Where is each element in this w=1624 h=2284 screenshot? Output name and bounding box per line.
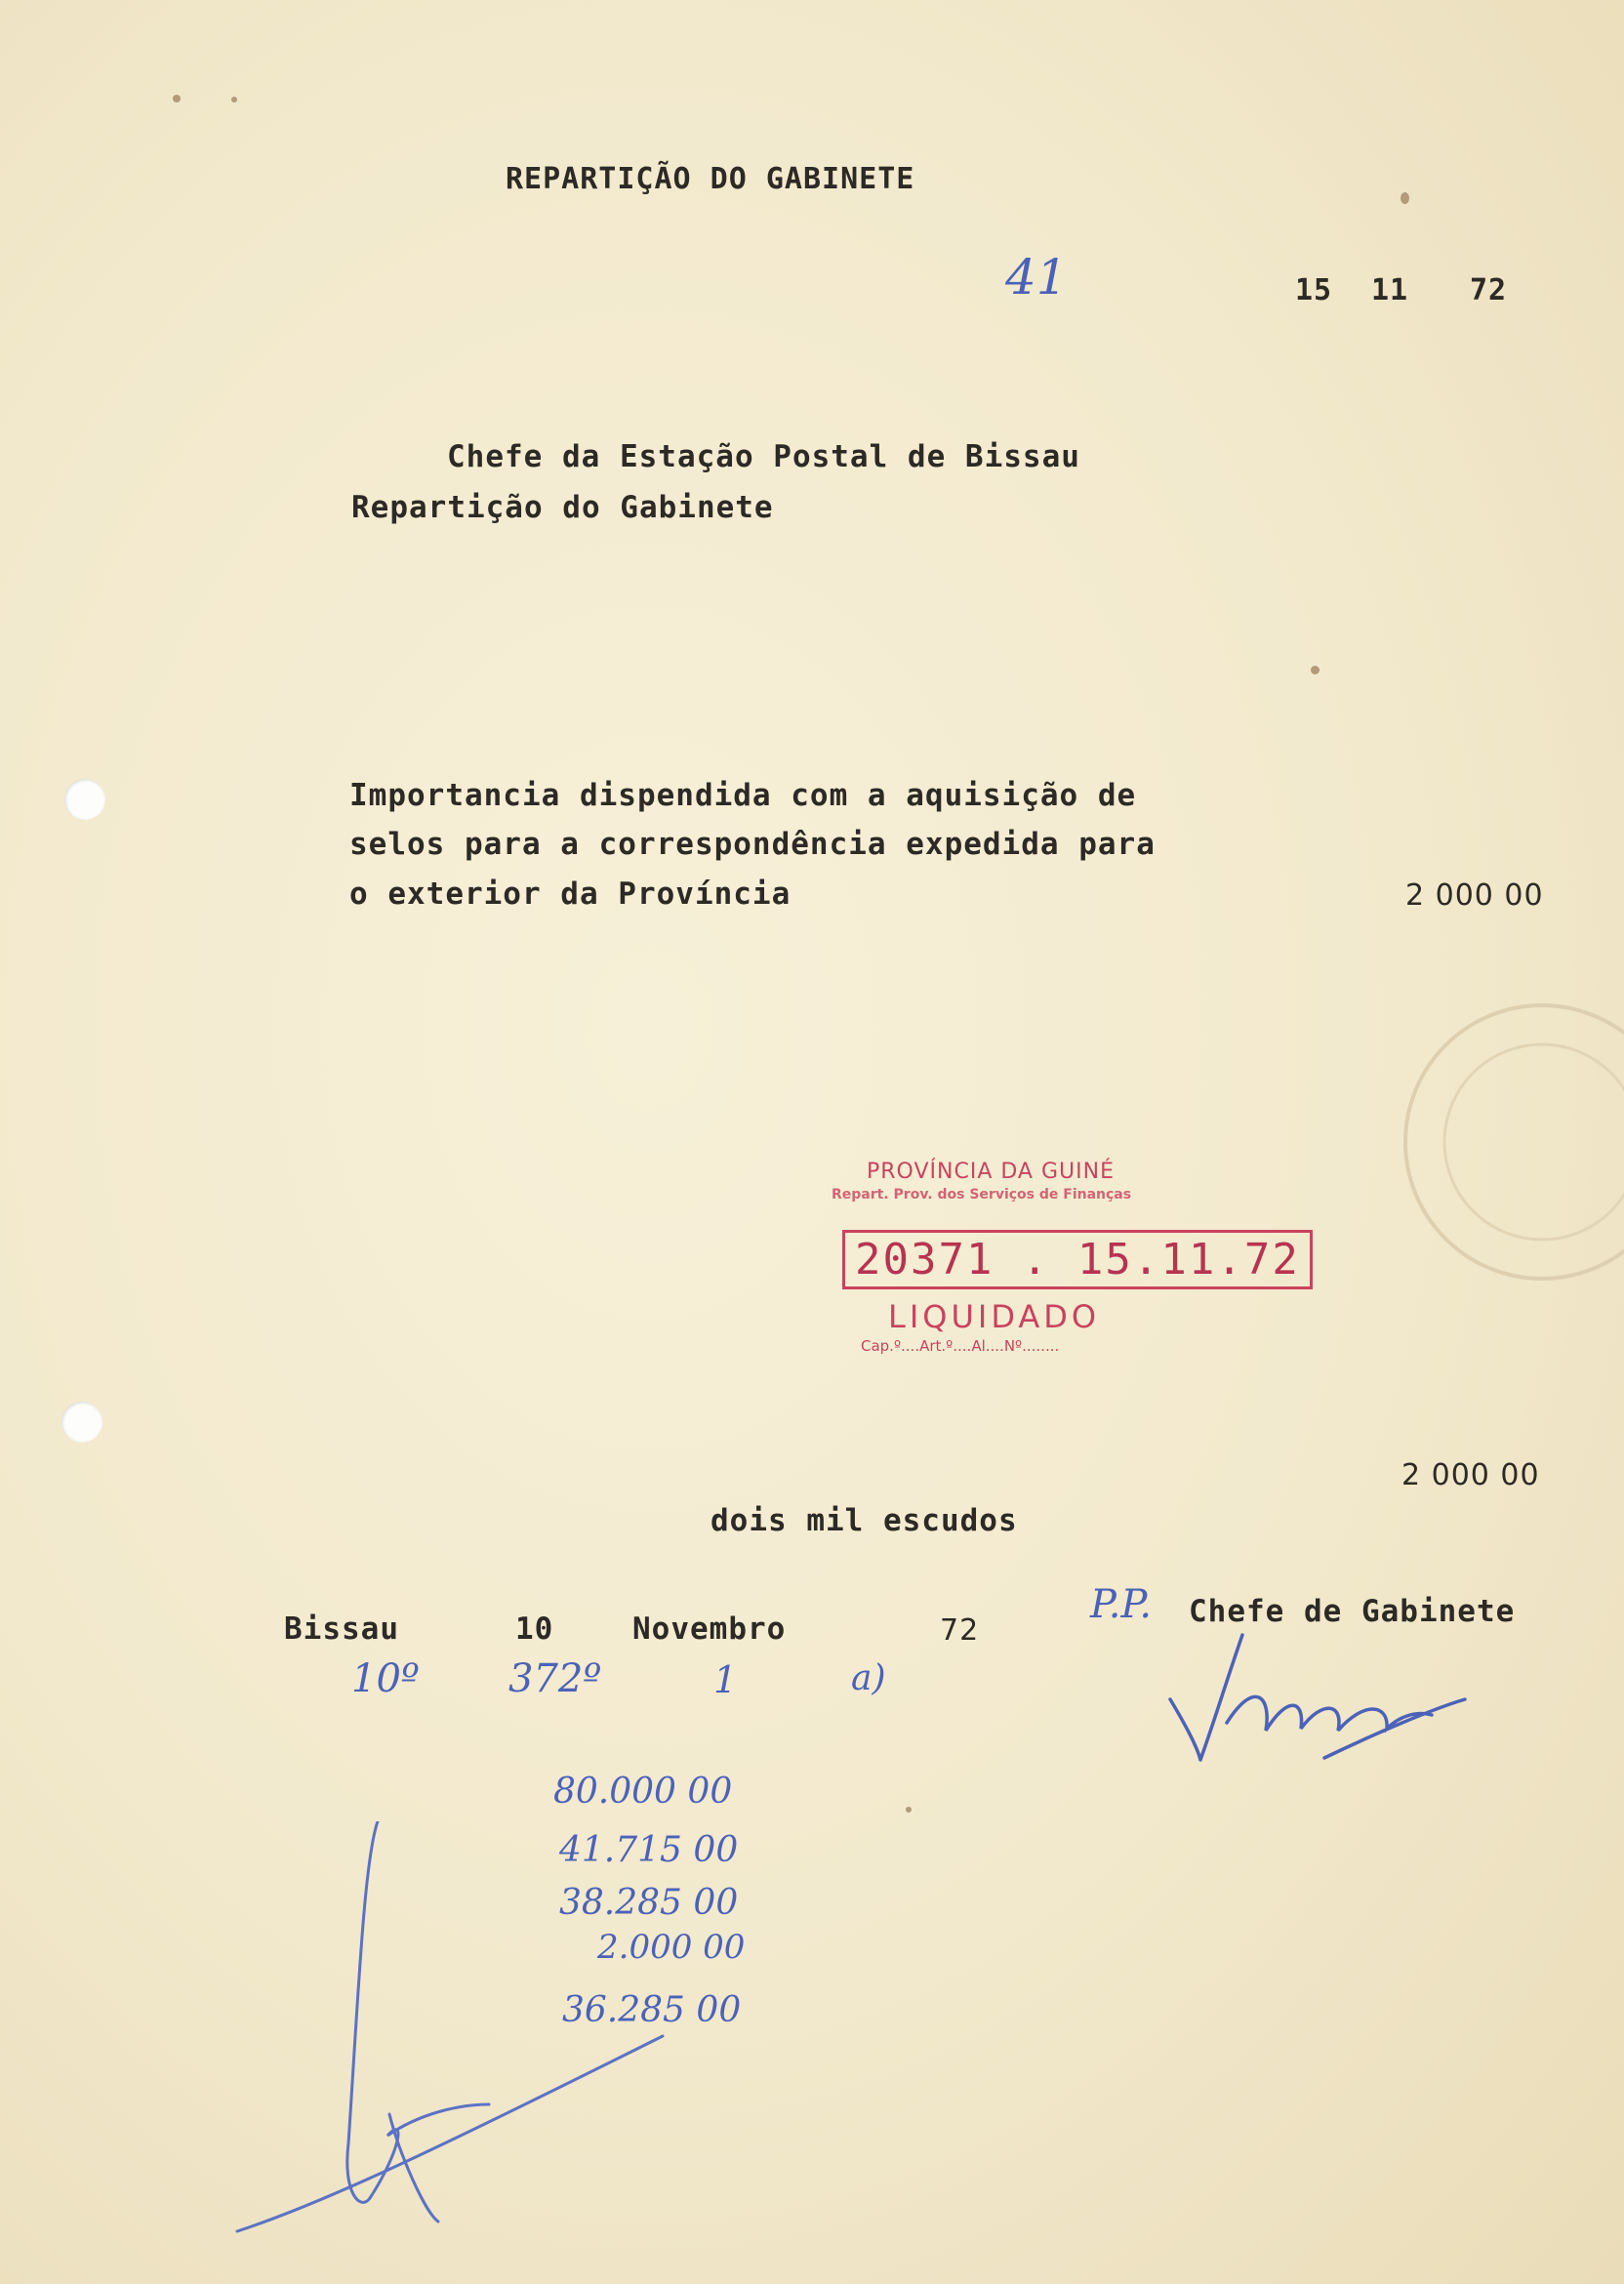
handwritten-ref-3: 1	[713, 1658, 738, 1701]
calc-line-5: 36.285 00	[562, 1990, 742, 2030]
calc-line-3: 38.285 00	[559, 1883, 739, 1923]
office-heading: REPARTIÇÃO DO GABINETE	[506, 162, 915, 196]
handwritten-ref-1: 10º	[351, 1656, 420, 1701]
signoff-title: Chefe de Gabinete	[1189, 1594, 1516, 1629]
paper-speck	[231, 97, 237, 102]
embossed-seal	[1396, 966, 1624, 1318]
addressee-line-1: Chefe da Estação Postal de Bissau	[447, 439, 1080, 474]
signoff-year: 72	[940, 1613, 980, 1648]
punch-hole-top	[64, 779, 105, 820]
paper-speck	[906, 1807, 912, 1813]
date-year: 72	[1470, 273, 1508, 307]
description-line-3: o exterior da Província	[349, 877, 792, 912]
description-amount: 2 000 00	[1405, 878, 1544, 913]
paper-speck	[1311, 666, 1320, 674]
amount-in-words: dois mil escudos	[710, 1503, 1018, 1538]
handwritten-ref-2: 372º	[508, 1656, 602, 1701]
stamp-number-box: 20371 . 15.11.72	[842, 1230, 1313, 1289]
bottom-signature	[233, 1821, 670, 2245]
stamp-footer: Cap.º....Art.º....Al....Nº........	[861, 1337, 1060, 1355]
calc-line-4: 2.000 00	[597, 1928, 746, 1967]
handwritten-pp: P.P.	[1090, 1582, 1153, 1627]
chefe-signature	[1158, 1621, 1479, 1768]
handwritten-ref-4: a)	[851, 1658, 886, 1698]
total-amount: 2 000 00	[1401, 1458, 1540, 1492]
punch-hole-bottom	[61, 1402, 102, 1443]
date-month: 11	[1371, 273, 1409, 307]
date-day: 15	[1295, 273, 1333, 307]
calc-line-2: 41.715 00	[559, 1830, 739, 1870]
signoff-place: Bissau	[284, 1611, 399, 1647]
description-line-2: selos para a correspondência expedida para	[349, 827, 1156, 862]
stamp-province: PROVÍNCIA DA GUINÉ	[867, 1160, 1115, 1184]
signoff-month: Novembro	[632, 1611, 787, 1647]
handwritten-doc-number: 41	[1005, 249, 1068, 306]
stamp-status: LIQUIDADO	[888, 1298, 1101, 1335]
description-line-1: Importancia dispendida com a aquisição de	[349, 778, 1137, 813]
paper-speck	[173, 95, 181, 102]
paper-speck	[1401, 192, 1409, 204]
addressee-line-2: Repartição do Gabinete	[351, 490, 774, 525]
signoff-day: 10	[515, 1611, 554, 1647]
stamp-department: Repart. Prov. dos Serviços de Finanças	[832, 1187, 1132, 1203]
calc-line-1: 80.000 00	[553, 1772, 733, 1812]
